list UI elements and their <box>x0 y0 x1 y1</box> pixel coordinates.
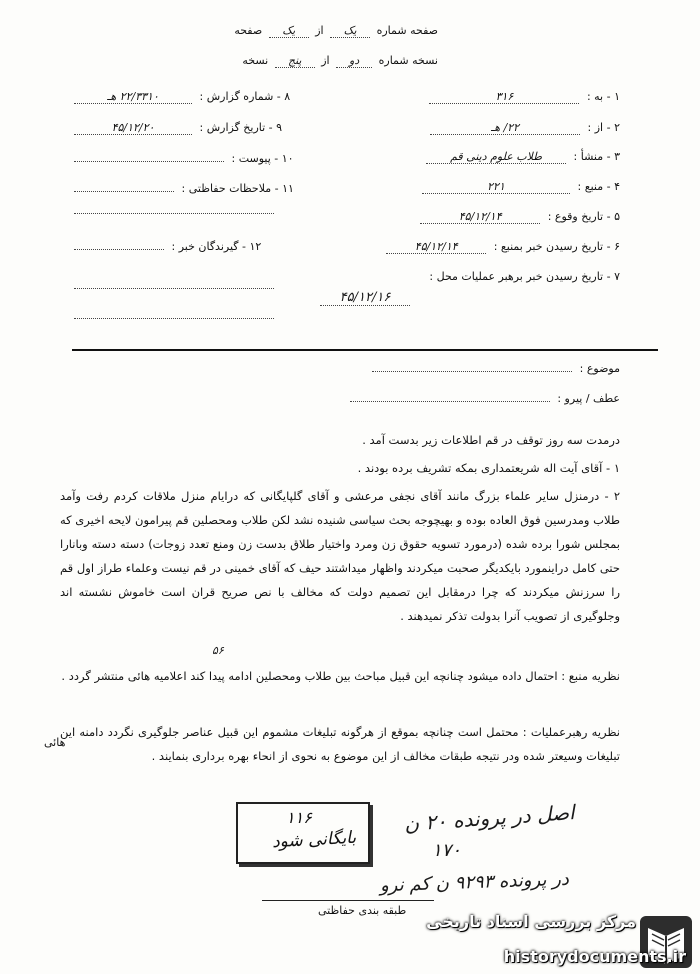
field-value: طلاب علوم دینی قم <box>426 150 566 164</box>
page-label: صفحه شماره <box>376 24 438 37</box>
field-report-number <box>74 90 290 104</box>
copy-label: نسخه شماره <box>378 54 438 67</box>
field-value: ۴۵/۱۲/۲۰ <box>74 121 192 135</box>
reference-label: عطف / پیرو : <box>557 392 620 405</box>
field-value: ۲۲۱ <box>422 180 570 194</box>
field-label: ۱ - به : <box>586 90 620 103</box>
field-label: ۸ - شماره گزارش : <box>199 90 291 103</box>
page-total: یک <box>269 24 309 38</box>
subject-value <box>372 371 572 372</box>
field-value: ۴۵/۱۲/۱۴ <box>386 240 486 254</box>
handwritten-note-2: ۱۷۰ <box>432 840 462 861</box>
field-label: ۴ - منبع : <box>577 180 620 193</box>
field-leader-received-date <box>429 270 620 283</box>
copy-suffix: نسخه <box>242 54 269 67</box>
field-value: ۳۱۶ <box>429 90 579 104</box>
field-label: ۱۰ - پیوست : <box>231 152 294 165</box>
copy-value: دو <box>336 54 372 68</box>
handwritten-note-1: اصل در پرونده ۲۰ ن <box>403 800 576 836</box>
field-label: ۵ - تاریخ وقوع : <box>547 210 620 223</box>
security-notes-extra-line <box>74 213 274 214</box>
watermark-title: مرکز بررسی اسناد تاریخی <box>426 912 636 931</box>
field-leader-received-date-value: ۴۵/۱۲/۱۶ <box>320 290 410 306</box>
stamp-number: ۱۱۶ <box>286 808 312 827</box>
watermark-logo <box>400 912 700 974</box>
field-event-date <box>420 210 620 224</box>
field-report-date <box>74 121 282 135</box>
handwritten-note-3: در پرونده ۹۲۹۳ ن کم نرو <box>379 868 570 897</box>
page-value: یک <box>330 24 370 38</box>
field-label: ۲ - از : <box>587 121 620 134</box>
copy-total: پنج <box>275 54 315 68</box>
field-source <box>422 180 620 194</box>
stamp-text: بایگانی شود <box>271 827 357 853</box>
field-label: ۱۲ - گیرندگان خبر : <box>171 240 262 253</box>
copy-number-line <box>242 54 438 68</box>
body-intro: درمدت سه روز توقف در قم اطلاعات زیر بدست آمد . <box>362 433 620 447</box>
field-recipients <box>74 240 261 253</box>
classification-line <box>262 900 434 901</box>
section-divider <box>72 349 658 351</box>
copy-of: از <box>321 54 330 67</box>
page-suffix: صفحه <box>234 24 263 37</box>
field-label: ۷ - تاریخ رسیدن خبر برهبر عملیات محل : <box>429 270 620 283</box>
field-value <box>74 249 164 250</box>
field-attachment <box>74 152 294 165</box>
reference-value <box>350 401 550 402</box>
source-opinion: نظریه منبع : احتمال داده میشود چنانچه این قبیل مباحث بین طلاب ومحصلین ادامه پیدا کند اعلامیه هائی منتشر گردد . <box>61 669 620 683</box>
body-item-1: ۱ - آقای آیت اله شریعتمداری بمکه تشریف برده بودند . <box>357 461 620 475</box>
watermark-url: historydocuments.ir <box>503 947 686 966</box>
archive-stamp <box>236 802 370 864</box>
field-source-received-date <box>386 240 620 254</box>
field-label: ۶ - تاریخ رسیدن خبر بمنبع : <box>493 240 620 253</box>
field-value: ۴۵/۱۲/۱۴ <box>420 210 540 224</box>
corner-note: ۵۶ <box>212 644 224 657</box>
recipients-line-3 <box>74 318 274 319</box>
field-value <box>74 161 224 162</box>
leader-opinion: نظریه رهبرعملیات : محتمل است چنانچه بموقع از هرگونه تبلیغات مشموم این قبیل عناصر جلوگیری نگردد دامنه این تبلیغات وسیعتر شده ودر نتیجه طبقات مخالف از این موضوع به نحوی از انحاء بهره برداری بنمایند . <box>60 725 620 763</box>
subject-line <box>372 362 620 375</box>
field-value: ۲۲/ هـ <box>430 121 580 135</box>
field-value <box>74 191 174 192</box>
reference-line <box>350 392 620 405</box>
margin-note: هائی <box>44 736 66 749</box>
body-item-2: ۲ - درمنزل سایر علماء بزرگ مانند آقای نجفی مرعشی و آقای گلپایگانی که درایام منزل ملاقات کردم رفت وآمد طلاب ومدرسین فوق العاده بوده و بهیچوجه بحث سیاسی شنیده نشد لکن طلاب ومحصلین قم پیرامون لایحه اخیری که بمجلس شورا برده شده (درمورد تسویه حقوق زن ومرد واختیار طلاق بدست زن ومنع تعدد زوجات) دسته دسته وبانارا حتی کامل دراینمورد بایکدیگر صحبت میکردند واظهار میداشتند حیف که آقای خمینی در قم نیست وعلماء طراز اول قم را سرزنش میکردند که چرا درمقابل این تصمیم دولت که مخالف با نص صریح قران است خاموش نشسته اند وجلوگیری از تصویب آنرا بدولت تذکر نمیدهند . <box>59 489 620 623</box>
page-of: از <box>315 24 324 37</box>
classification-label: طبقه بندی حفاظتی <box>318 904 407 917</box>
field-to <box>429 90 620 104</box>
field-label: ۳ - منشأ : <box>573 150 620 163</box>
field-label: ۹ - تاریخ گزارش : <box>199 121 283 134</box>
page-number-line <box>234 24 438 38</box>
field-security-notes <box>74 182 294 195</box>
recipients-line-2 <box>74 288 274 289</box>
field-label: ۱۱ - ملاحظات حفاظتی : <box>181 182 294 195</box>
field-value: ۲۲/۳۳۱۰ هـ <box>74 90 192 104</box>
subject-label: موضوع : <box>579 362 620 375</box>
field-origin <box>426 150 620 164</box>
field-from <box>430 121 620 135</box>
